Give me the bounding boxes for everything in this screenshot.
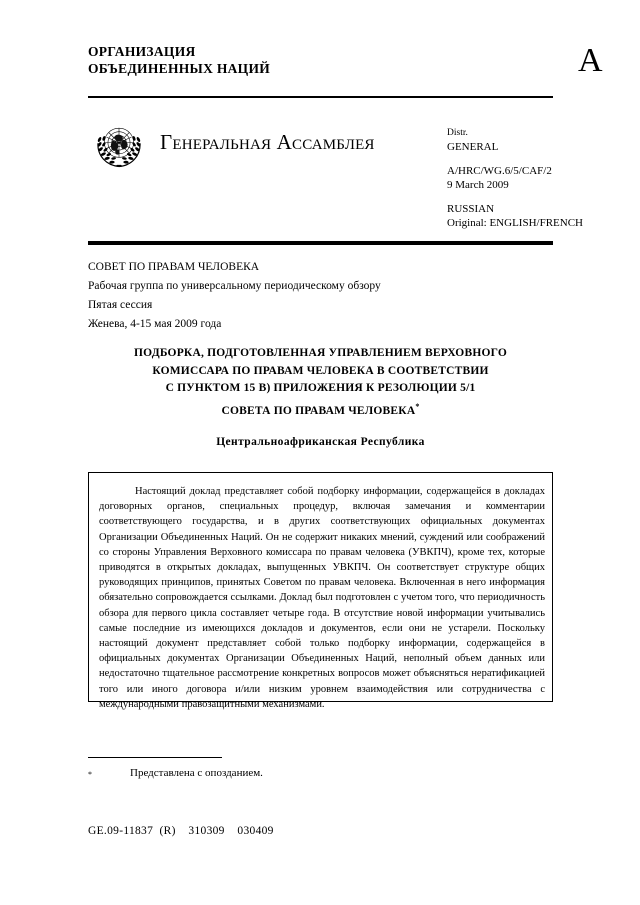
document-series-letter: A bbox=[578, 42, 603, 79]
footnote bbox=[88, 766, 488, 782]
footnote-marker: * bbox=[88, 770, 92, 779]
title-footnote-marker: * bbox=[415, 401, 420, 411]
footnote-separator bbox=[88, 757, 222, 758]
council-block bbox=[88, 258, 558, 334]
working-group-name: Рабочая группа по универсальному периодическому обзору bbox=[88, 280, 381, 292]
distr-value: GENERAL bbox=[447, 140, 499, 153]
document-date: 9 March 2009 bbox=[447, 178, 509, 191]
session-number: Пятая сессия bbox=[88, 299, 153, 311]
organization-name bbox=[88, 44, 553, 77]
abstract-text: Настоящий доклад представляет собой подборку информации, содержащейся в докладах договорных органов, специальных процедур, включая замечания и комментарии соответствующего государства, и в других соответствующих официальных документах Организации Объединенных Наций. Он не содержит никаких мнений, суждений или соображений со стороны Управления Верховного комиссара по правам человека (УВКПЧ), кроме тех, которые приводятся в открытых докладах, выпущенных УВКПЧ. Он соответствует структуре общих руководящих принципов, принятых Советом по правам человека. Включенная в него информация обязательно сопровождается ссылками. Доклад был подготовлен с учетом того, что периодичность обзора для первого цикла составляет четыре года. В отсутствие новой информации учитывались самые последние из имеющихся докладов и документов, если они не устарели. Поскольку настоящий документ представляет собой только подборку информации, содержащейся в официальных документах Организации Объединенных Наций, неполный объем данных или недостаточно тщательное рассмотрение конкретных вопросов может объясняться нератификацией того или иного договора и/или низким уровнем взаимодействия или сотрудничества с международными правозащитными механизмами. bbox=[99, 486, 545, 710]
organization-name-line-2: ОБЪЕДИНЕННЫХ НАЦИЙ bbox=[88, 60, 271, 76]
page-title-line-3: С ПУНКТОМ 15 В) ПРИЛОЖЕНИЯ К РЕЗОЛЮЦИИ 5/1 bbox=[165, 382, 476, 394]
distribution-block bbox=[447, 127, 583, 230]
page-title-line-2: КОМИССАРА ПО ПРАВАМ ЧЕЛОВЕКА В СООТВЕТСТВИИ bbox=[152, 364, 489, 377]
distribution-group bbox=[447, 127, 583, 154]
symbol-group bbox=[447, 165, 583, 192]
un-emblem bbox=[92, 119, 146, 173]
session-venue-date: Женева, 4-15 мая 2009 года bbox=[88, 318, 222, 330]
page-title-line-4 bbox=[88, 398, 553, 420]
footnote-text: Представлена с опозданием. bbox=[130, 767, 263, 779]
language-group bbox=[447, 203, 583, 230]
page-title-line-1: ПОДБОРКА, ПОДГОТОВЛЕННАЯ УПРАВЛЕНИЕМ ВЕРХОВНОГО bbox=[134, 347, 507, 359]
masthead bbox=[88, 44, 553, 77]
council-name: СОВЕТ ПО ПРАВАМ ЧЕЛОВЕКА bbox=[88, 261, 260, 273]
footer-document-code: GE.09-11837 (R) 310309 030409 bbox=[88, 825, 274, 837]
original-language: Original: ENGLISH/FRENCH bbox=[447, 216, 583, 229]
document-symbol: A/HRC/WG.6/5/CAF/2 bbox=[447, 165, 552, 177]
document-language: RUSSIAN bbox=[447, 203, 495, 215]
organization-name-line-1: ОРГАНИЗАЦИЯ bbox=[88, 44, 196, 59]
distr-label: Distr. bbox=[447, 128, 468, 138]
page-title-line-4-text: СОВЕТА ПО ПРАВАМ ЧЕЛОВЕКА bbox=[221, 404, 416, 417]
page-title bbox=[88, 345, 553, 420]
header-rule-bottom bbox=[88, 241, 553, 245]
country-subtitle: Центральноафриканская Республика bbox=[216, 436, 425, 448]
header-rule-top bbox=[88, 96, 553, 98]
assembly-title: Генеральная Ассамблея bbox=[160, 130, 375, 154]
